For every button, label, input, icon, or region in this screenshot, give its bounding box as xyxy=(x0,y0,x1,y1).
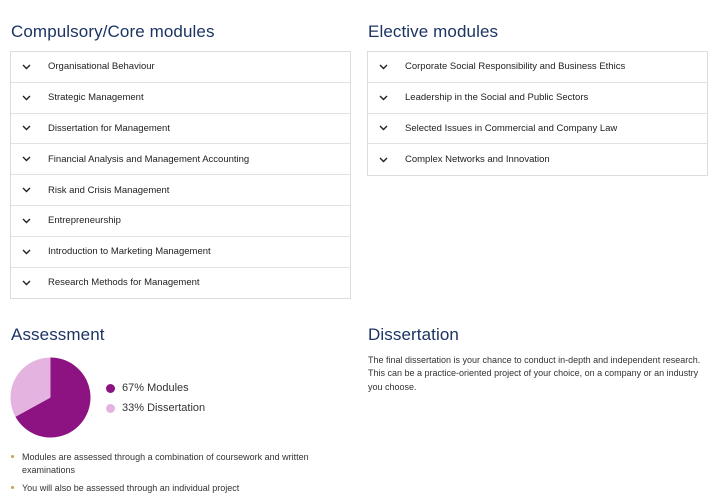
legend-swatch-modules xyxy=(106,384,115,393)
legend-item-dissertation xyxy=(106,402,205,414)
assessment-bullet-list xyxy=(11,451,321,499)
core-module-label: Financial Analysis and Management Accounting xyxy=(48,153,250,165)
elective-module-label: Selected Issues in Commercial and Company Law xyxy=(405,122,618,134)
core-module-label: Strategic Management xyxy=(48,92,144,104)
chevron-down-icon xyxy=(22,62,36,72)
core-module-item[interactable] xyxy=(11,83,350,114)
core-module-label: Introduction to Marketing Management xyxy=(48,246,211,258)
core-module-item[interactable] xyxy=(11,206,350,237)
core-module-label: Entrepreneurship xyxy=(48,215,121,227)
bullet-text: You will also be assessed through an individual project xyxy=(22,483,240,493)
chevron-down-icon xyxy=(22,154,36,164)
elective-modules-accordion xyxy=(367,51,708,176)
elective-module-label: Complex Networks and Innovation xyxy=(405,154,550,166)
core-modules-accordion xyxy=(10,51,351,299)
chevron-down-icon xyxy=(22,216,36,226)
legend-label-dissertation: 33% Dissertation xyxy=(122,402,206,414)
legend-swatch-dissertation xyxy=(106,404,115,413)
assessment-pie-chart xyxy=(10,357,91,438)
elective-module-item[interactable] xyxy=(368,114,707,145)
dissertation-description: The final dissertation is your chance to conduct in-depth and independent research. This can be a practice-oriented project of your choice, on a company or an industry you choose. xyxy=(368,355,701,392)
chevron-down-icon xyxy=(22,93,36,103)
core-module-item[interactable] xyxy=(11,144,350,175)
core-module-label: Organisational Behaviour xyxy=(48,61,155,73)
chevron-down-icon xyxy=(379,123,393,133)
core-module-item[interactable] xyxy=(11,114,350,145)
chevron-down-icon xyxy=(22,123,36,133)
bullet-dot-icon xyxy=(11,455,14,458)
elective-module-label: Corporate Social Responsibility and Business Ethics xyxy=(405,61,626,73)
bullet-text: Modules are assessed through a combination of coursework and written examinations xyxy=(22,452,309,475)
chevron-down-icon xyxy=(22,247,36,257)
chevron-down-icon xyxy=(22,185,36,195)
dissertation-title: Dissertation xyxy=(368,325,459,344)
bullet-item xyxy=(11,451,321,476)
core-module-item[interactable] xyxy=(11,175,350,206)
core-module-item[interactable] xyxy=(11,237,350,268)
core-module-label: Research Methods for Management xyxy=(48,277,200,289)
legend-label-modules: 67% Modules xyxy=(122,382,189,394)
chevron-down-icon xyxy=(22,278,36,288)
elective-module-item[interactable] xyxy=(368,83,707,114)
legend-item-modules xyxy=(106,382,189,394)
core-module-label: Risk and Crisis Management xyxy=(48,184,170,196)
bullet-item xyxy=(11,482,321,495)
elective-module-item[interactable] xyxy=(368,144,707,175)
chevron-down-icon xyxy=(379,155,393,165)
elective-module-item[interactable] xyxy=(368,52,707,83)
elective-module-label: Leadership in the Social and Public Sectors xyxy=(405,92,589,104)
core-module-item[interactable] xyxy=(11,268,350,299)
core-modules-title: Compulsory/Core modules xyxy=(11,22,215,41)
chevron-down-icon xyxy=(379,93,393,103)
core-module-item[interactable] xyxy=(11,52,350,83)
assessment-title: Assessment xyxy=(11,325,105,344)
elective-modules-title: Elective modules xyxy=(368,22,499,41)
bullet-dot-icon xyxy=(11,486,14,489)
core-module-label: Dissertation for Management xyxy=(48,122,170,134)
chevron-down-icon xyxy=(379,62,393,72)
